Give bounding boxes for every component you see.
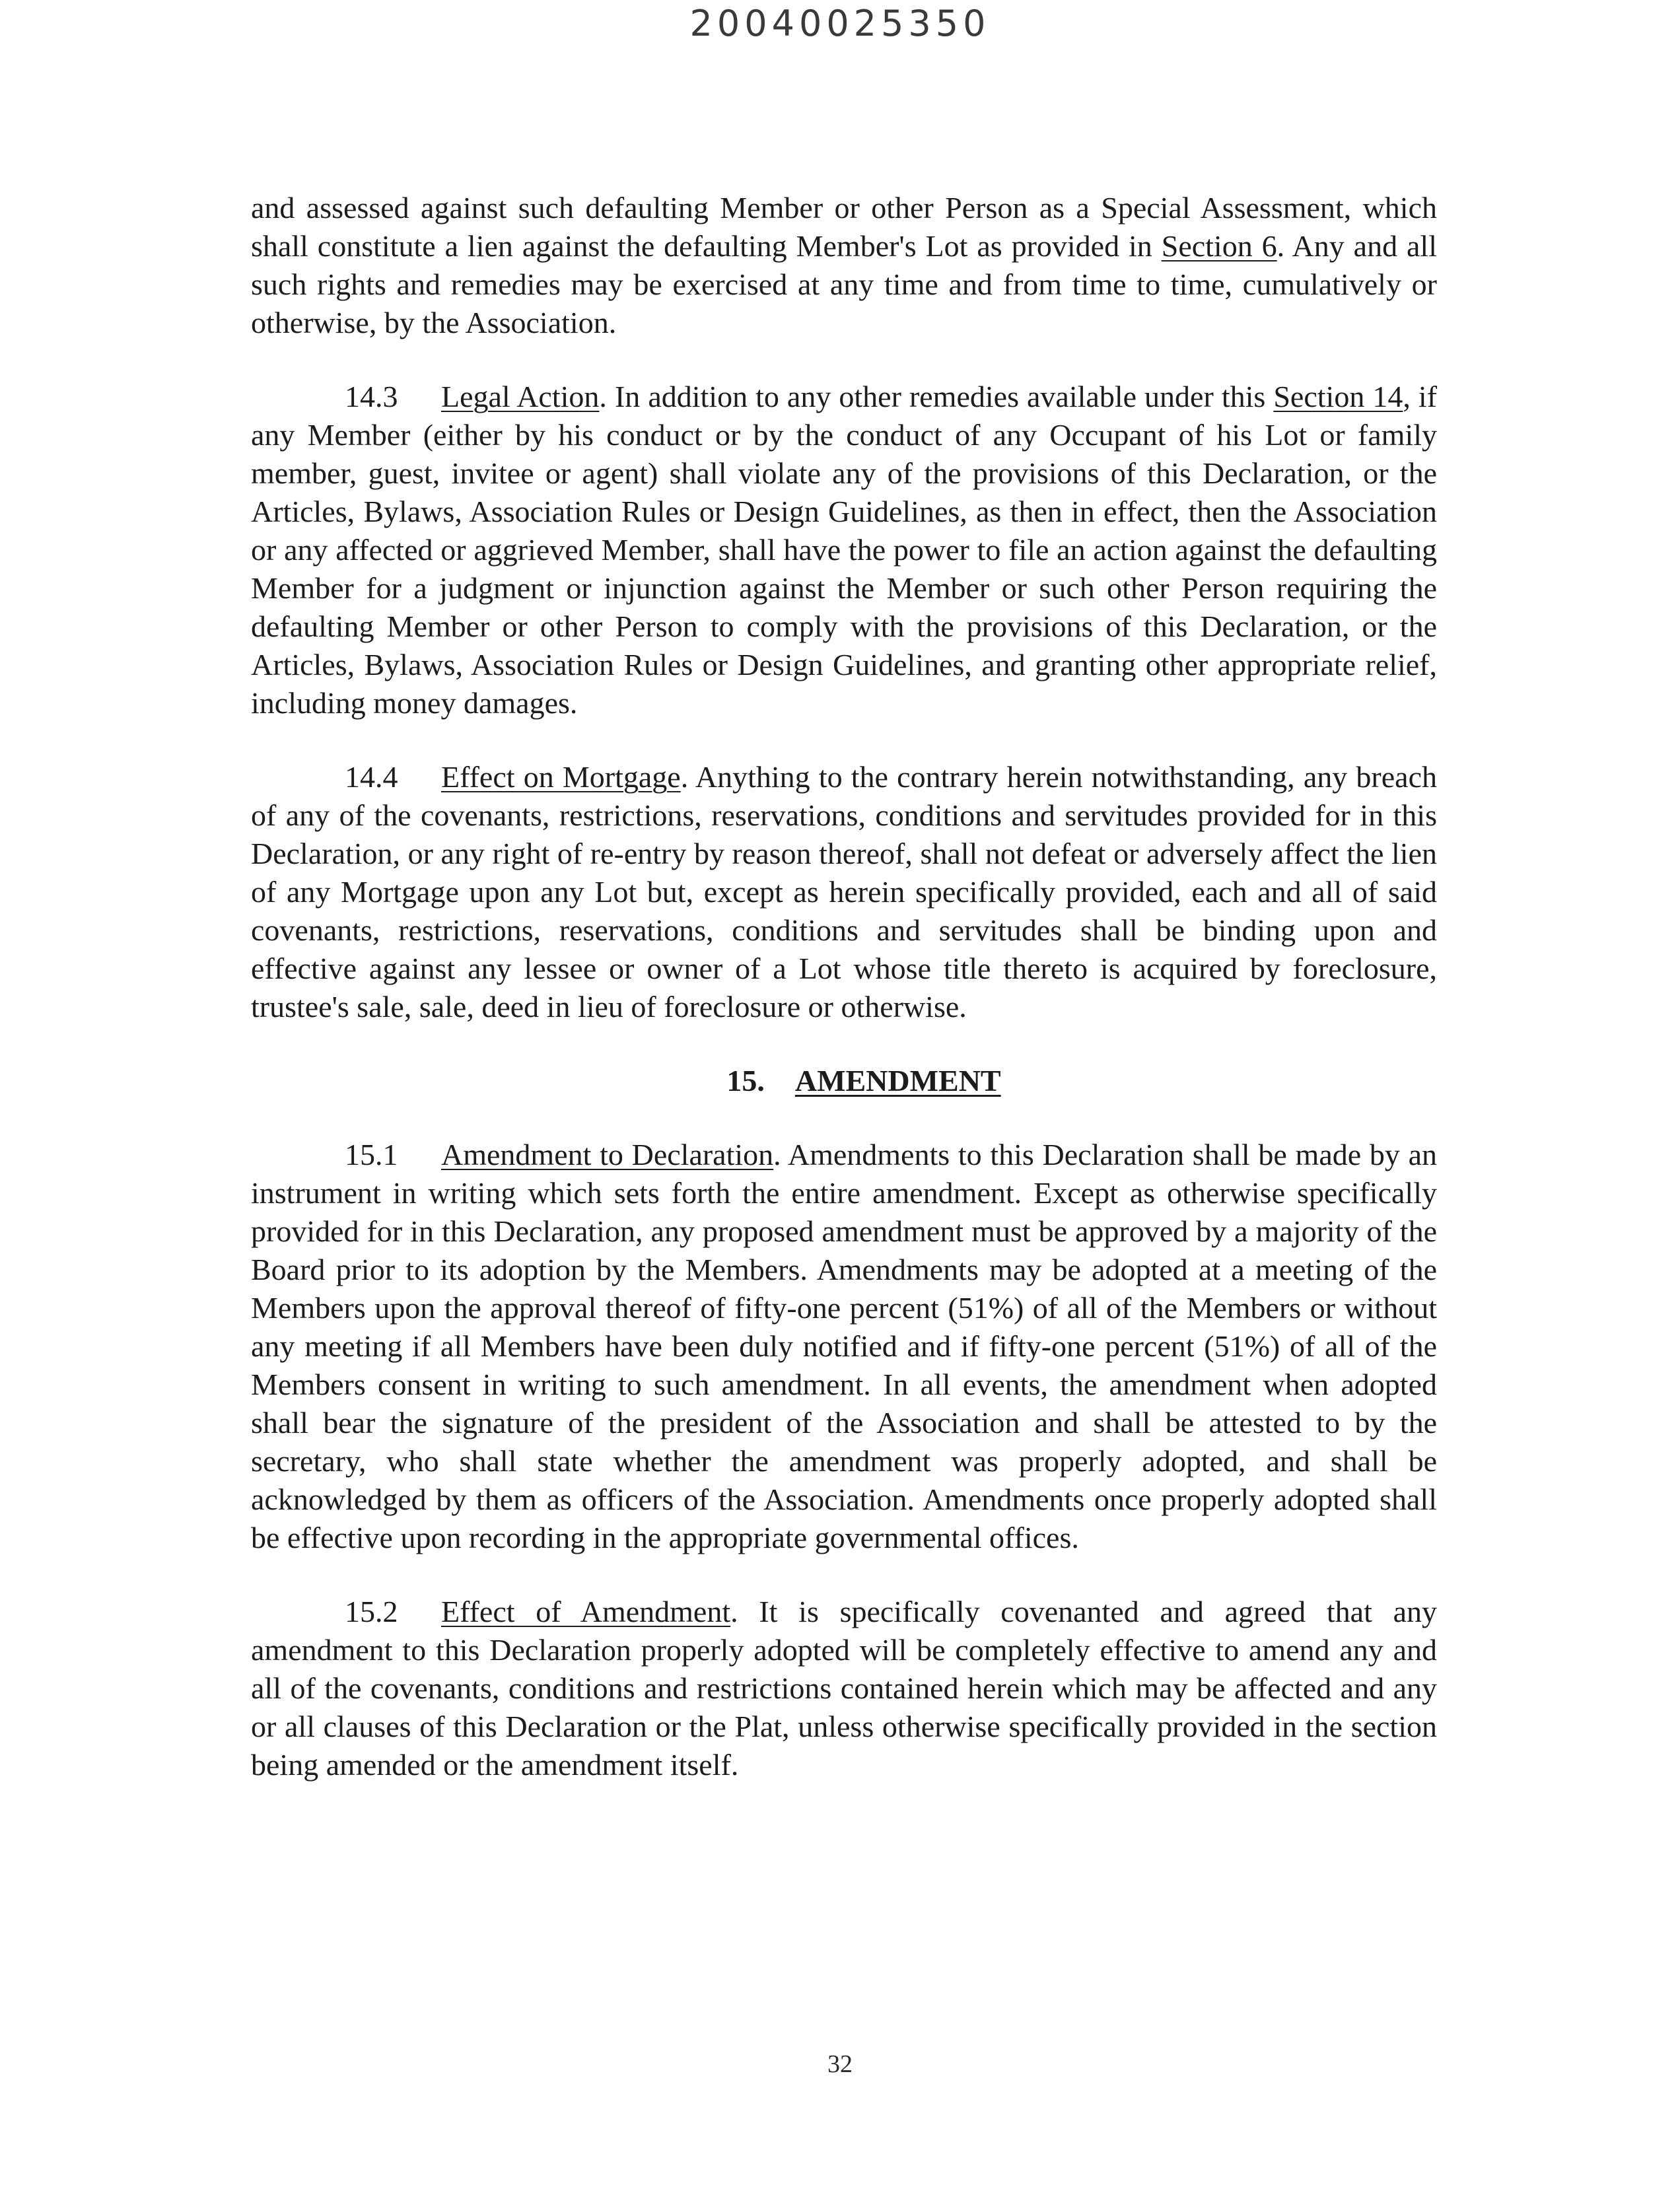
section-14-4-text: . Anything to the contrary herein notwithstanding, any breach of any of the covenants, restrictions, reservations, conditions and servitudes provided for in this Declaration, or any right of re-entry by reason thereof, shall not defeat or adversely affect the lien of any Mortgage upon any Lot but, except as herein specifically provided, each and all of said covenants, restrictions, reservations, conditions and servitudes shall be binding upon and effective against any lessee or owner of a Lot whose title thereto is acquired by foreclosure, trustee's sale, sale, deed in lieu of foreclosure or otherwise. <box>251 760 1437 1024</box>
continuation-text-2: . Any and all such rights and remedies may be exercised at any time and from time to time, cumulatively or otherwise, by the Association. <box>251 229 1437 339</box>
section-15-2-text: . It is specifically covenanted and agreed that any amendment to this Declaration properly adopted will be completely effective to amend any and all of the covenants, conditions and restrictions contained herein which may be affected and any or all clauses of this Declaration or the Plat, unless otherwise specifically provided in the section being amended or the amendment itself. <box>251 1595 1437 1782</box>
document-body <box>251 189 1437 1820</box>
section-14-4-number: 14.4 <box>345 760 398 794</box>
section-15-2-title: Effect of Amendment <box>441 1595 731 1628</box>
section-15-1-title: Amendment to Declaration <box>441 1138 774 1171</box>
section-15-2-paragraph <box>251 1593 1437 1784</box>
section-14-3-text-1: . In addition to any other remedies available under this <box>599 380 1274 413</box>
page-number: 32 <box>827 2050 853 2078</box>
section-15-1-paragraph <box>251 1136 1437 1557</box>
section-15-1-text: . Amendments to this Declaration shall be made by an instrument in writing which sets forth the entire amendment. Except as otherwise specifically provided for in this Declaration, any proposed amendment must be approved by a majority of the Board prior to its adoption by the Members. Amendments may be adopted at a meeting of the Members upon the approval thereof of fifty-one percent (51%) of all of the Members or without any meeting if all Members have been duly notified and if fifty-one percent (51%) of all of the Members consent in writing to such amendment. In all events, the amendment when adopted shall bear the signature of the president of the Association and shall be attested to by the secretary, who shall state whether the amendment was properly adopted, and shall be acknowledged by them as officers of the Association. Amendments once properly adopted shall be effective upon recording in the appropriate governmental offices. <box>251 1138 1438 1554</box>
section-15-2-number: 15.2 <box>345 1595 398 1628</box>
section-14-3-paragraph <box>251 378 1437 722</box>
section-15-title: AMENDMENT <box>794 1064 1001 1097</box>
section-14-4-title: Effect on Mortgage <box>441 760 681 794</box>
section-14-3-text-2: , if any Member (either by his conduct or by the conduct of any Occupant of his Lot or family member, guest, invitee or agent) shall violate any of the provisions of this Declaration, or the Articles, Bylaws, Association Rules or Design Guidelines, as then in effect, then the Association or any affected or aggrieved Member, shall have the power to file an action against the defaulting Member for a judgment or injunction against the Member or such other Person requiring the defaulting Member or other Person to comply with the provisions of this Declaration, or the Articles, Bylaws, Association Rules or Design Guidelines, and granting other appropriate relief, including money damages. <box>251 380 1438 720</box>
continuation-text-1: and assessed against such defaulting Member or other Person as a Special Assessment, which shall constitute a lien against the defaulting Member's Lot as provided in <box>251 191 1437 263</box>
section-14-4-paragraph <box>251 758 1437 1026</box>
document-number: 20040025350 <box>689 3 991 44</box>
section-15-number: 15. <box>726 1064 765 1097</box>
section-14-3-title: Legal Action <box>441 380 600 413</box>
section-15-1-number: 15.1 <box>345 1138 398 1171</box>
section-14-reference: Section 14 <box>1273 380 1403 413</box>
section-14-3-number: 14.3 <box>345 380 398 413</box>
section-6-reference: Section 6 <box>1161 229 1277 263</box>
section-15-heading <box>251 1062 1437 1100</box>
continuation-paragraph <box>251 189 1437 342</box>
